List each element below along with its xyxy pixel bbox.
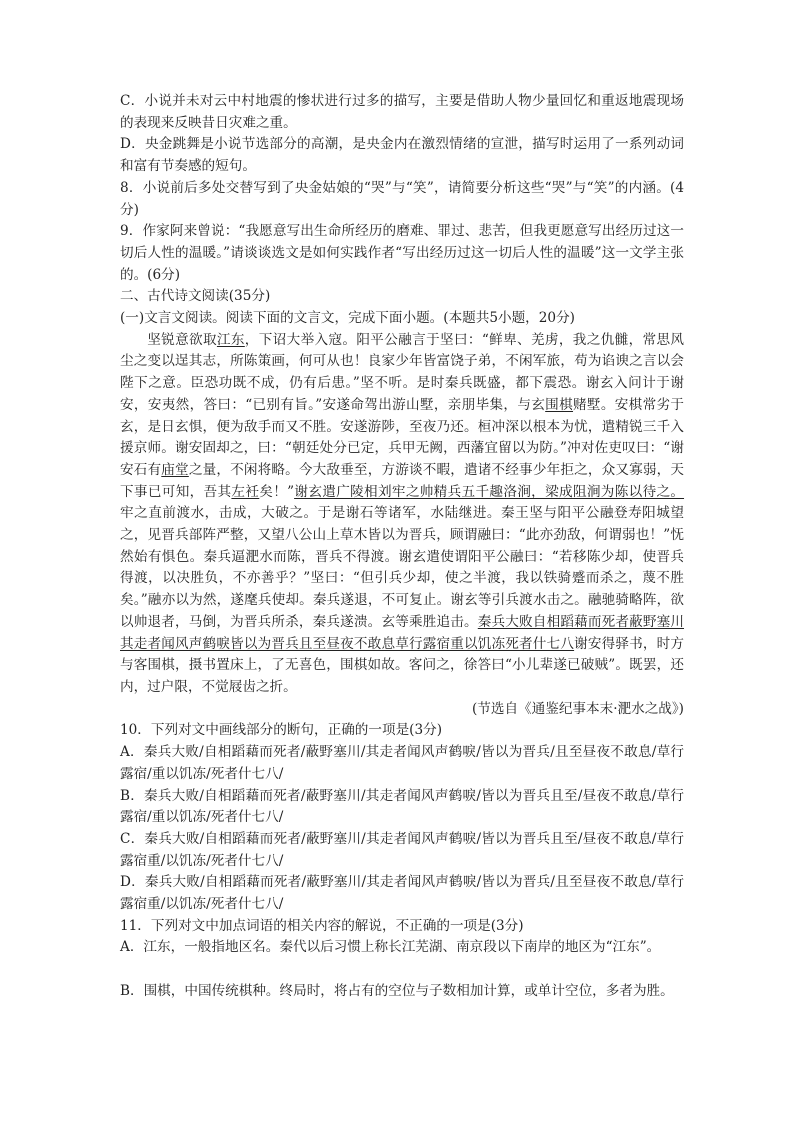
underlined-sentence-1: 谢玄遣广陵相刘牢之帅精兵五千趣洛涧，梁成阻涧为陈以待之。 [294,483,685,500]
q7-option-d: D．央金跳舞是小说节选部分的高潮，是央金内在激烈情绪的宣泄，描写时运用了一系列动词和富有节奏感的短句。 [120,136,684,175]
q10-option-c: C．秦兵大败/自相蹈藉而死者/蔽野塞川/其走者闻风声鹤唳/皆以为晋兵且至/昼夜不敢息/草行露宿重/以饥冻/死者什七八/ [120,830,684,869]
question-9: 9．作家阿来曾说：“我愿意写出生命所经历的磨难、罪过、悲苦，但我更愿意写出经历过这一切后人性的温暖。”请谈谈选文是如何实践作者“写出经历过这一切后人性的温暖”这一文学主张的。(6分) [120,223,684,283]
section-heading: 二、古代诗文阅读(35分) [120,288,271,305]
question-10-stem: 10．下列对文中画线部分的断句，正确的一项是(3分) [120,722,443,739]
underlined-term-miaotang: 庙堂 [161,461,189,478]
question-11-stem: 11．下列对文中加点词语的相关内容的解说，不正确的一项是(3分) [120,917,524,934]
q10-option-d: D．秦兵大败/自相蹈藉而死者/蔽野塞川/其走者闻风声鹤唳/皆以为晋兵/且至昼夜不敢息/草行露宿重/以饥冻/死者什七八/ [120,874,684,913]
q11-option-b: B．围棋，中国传统棋种。终局时，将占有的空位与子数相加计算，或单计空位，多者为胜。 [120,983,674,1000]
classical-passage: 坚锐意欲取江东，下诏大举入寇。阳平公融言于坚曰：“鲜卑、羌虏，我之仇雠，常思风尘之变以逞其志，所陈策画，何可从也！良家少年皆富饶子弟，不闲军旅，苟为谄谀之言以会陛下之意。臣恐功既不成，仍有后患。”坚不听。是时秦兵既盛，都下震恐。谢玄入问计于谢安，安夷然，答曰：“已别有旨。”安遂命驾出游山墅，亲朋毕集，与玄围棋赌墅。安棋常劣于玄，是日玄惧，便为敌手而又不胜。安遂游陟，至夜乃还。桓冲深以根本为忧，遣精锐三千入援京师。谢安固却之，曰：“朝廷处分已定，兵甲无阙，西藩宜留以为防。”冲对佐吏叹曰：“谢安石有庙堂之量，不闲将略。今大敌垂至，方游谈不暇，遣诸不经事少年拒之，众又寡弱，天下事已可知，吾其左衽矣！”谢玄遣广陵相刘牢之帅精兵五千趣洛涧，梁成阻涧为陈以待之。牢之直前渡水，击成，大破之。于是谢石等诸军，水陆继进。秦王坚与阳平公融登寿阳城望之，见晋兵部阵严整，又望八公山上草木皆以为晋兵，顾谓融曰：“此亦劲敌，何谓弱也！”怃然始有惧色。秦兵逼淝水而陈，晋兵不得渡。谢玄遣使谓阳平公融曰：“若移陈少却，使晋兵得渡，以决胜负，不亦善乎？”坚曰：“但引兵少却，使之半渡，我以铁骑蹙而杀之，蔑不胜矣。”融亦以为然，遂麾兵使却。秦兵遂退，不可复止。谢玄等引兵渡水击之。融驰骑略阵，欲以帅退者，马倒，为晋兵所杀，秦兵遂溃。玄等乘胜追击。秦兵大败自相蹈藉而死者蔽野塞川其走者闻风声鹤唳皆以为晋兵且至昼夜不敢息草行露宿重以饥冻死者什七八谢安得驿书，时方与客围棋，摄书置床上，了无喜色，围棋如故。客问之，徐答曰“小儿辈遂已破贼”。既罢，还内，过户限，不觉屐齿之折。 [120,331,685,695]
question-8: 8．小说前后多处交替写到了央金姑娘的“哭”与“笑”，请简要分析这些“哭”与“笑”的内涵。(4分) [120,179,684,218]
spacer [120,959,684,981]
passage-source: (节选自《通鉴纪事本末·淝水之战》) [471,700,684,717]
q7-option-c: C．小说并未对云中村地震的惨状进行过多的描写，主要是借助人物少量回忆和重返地震现场的表现来反映昔日灾难之重。 [120,93,684,131]
underlined-term-jiangdong: 江东 [216,331,245,348]
underlined-term-zuoren: 左衽 [231,483,260,500]
underlined-term-weiqi: 围棋 [545,396,574,413]
exam-page [120,91,684,1003]
q11-option-a: A．江东，一般指地区名。秦代以后习惯上称长江芜湖、南京段以下南岸的地区为“江东”。 [120,939,661,956]
subsection-heading: (一)文言文阅读。阅读下面的文言文，完成下面小题。(本题共5小题，20分) [120,310,575,327]
q10-option-a: A．秦兵大败/自相蹈藉而死者/蔽野塞川/其走者闻风声鹤唳/皆以为晋兵/且至昼夜不敢息/草行露宿/重以饥冻/死者什七八/ [120,744,684,782]
q10-option-b: B．秦兵大败/自相蹈藉而死者/蔽野塞川/其走者闻风声鹤唳/皆以为晋兵且至/昼夜不敢息/草行露宿/重以饥冻/死者什七八/ [120,787,684,826]
underlined-sentence-2: 秦兵大败自相蹈藉而死者蔽野塞川其走者闻风声鹤唳皆以为晋兵且至昼夜不敢息草行露宿重以饥冻死者什七八 [120,613,685,652]
